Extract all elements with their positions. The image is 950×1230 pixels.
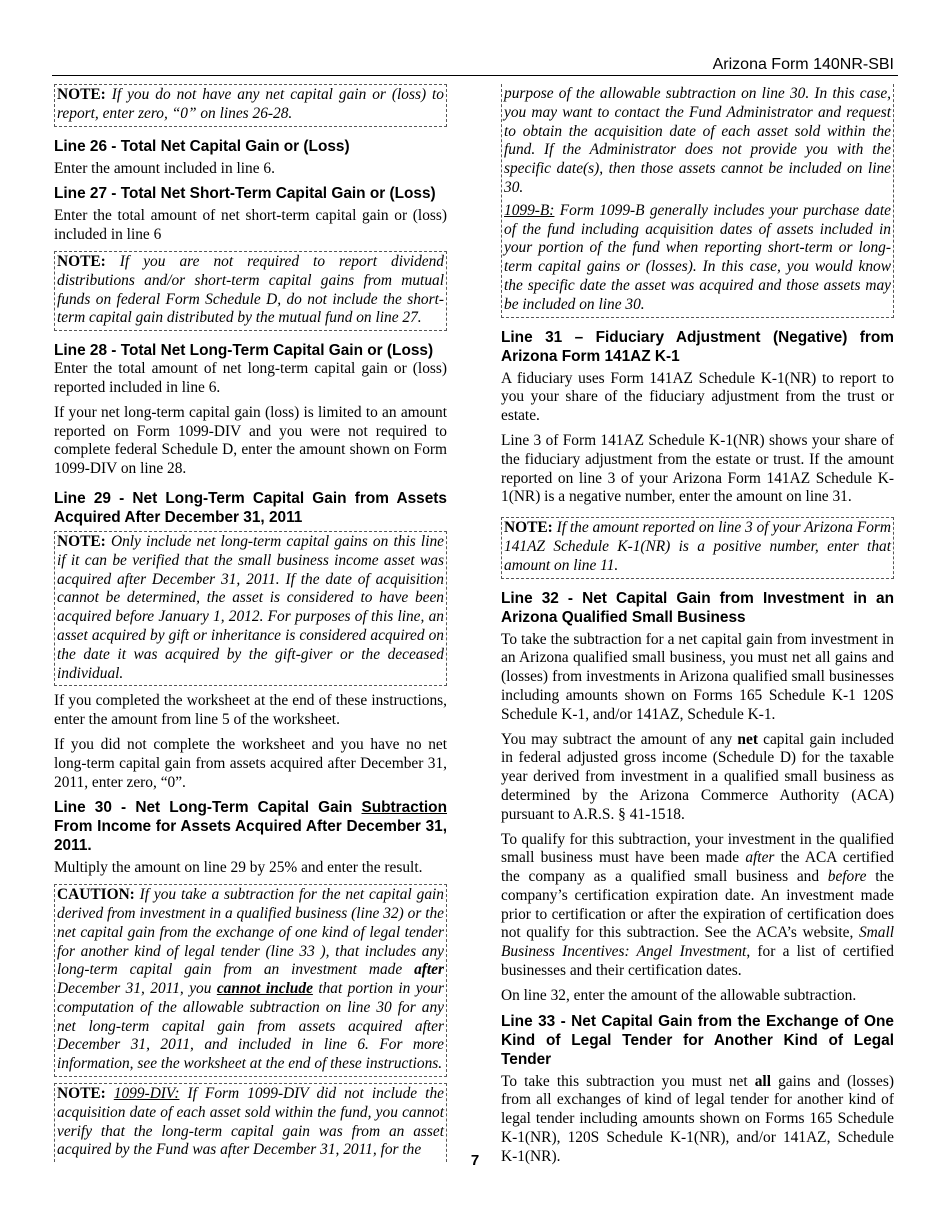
caution-text-b: December 31, 2011, you: [57, 980, 212, 998]
right-column: [501, 84, 894, 1173]
caution-box: [54, 884, 447, 1077]
line26-text: Enter the amount included in line 6.: [54, 159, 275, 177]
note-text: If the amount reported on line 3 of your Arizona Form 141AZ Schedule K-1(NR) is a positive number, enter that amount on line 11.: [504, 519, 891, 574]
line27-heading: Line 27 - Total Net Short-Term Capital Gain or (Loss): [54, 185, 436, 203]
note-label: NOTE:: [57, 1085, 106, 1103]
line32-website: Small Business Incentives: Angel Investment: [501, 924, 894, 961]
line29-text-2: If you did not complete the worksheet and you have no net long-term capital gain from assets acquired after December 31, 2011, enter zero, “0”.: [54, 735, 447, 791]
note-text: Only include net long-term capital gains on this line if it can be verified that the small business income asset was acquired after December 31, 2011. If the date of acquisition cannot be determined, the asset is considered to have been acquired before January 1, 2012. For purposes of this line, an asset acquired by gift or inheritance is considered acquired on the date it was acquired by the gift-giver or the deceased individual.: [57, 532, 444, 682]
left-column: [54, 84, 447, 1162]
caution-after: after: [414, 961, 444, 979]
line30-text: Multiply the amount on line 29 by 25% and enter the result.: [54, 859, 423, 877]
line28-text-2: If your net long-term capital gain (loss) is limited to an amount reported on Form 1099-DIV and you were not required to complete federal Schedule D, enter the amount shown on Form 1099-DIV on line 28.: [54, 403, 447, 478]
line33-text-a: To take this subtraction you must net: [501, 1072, 748, 1090]
note-label: NOTE:: [57, 86, 106, 103]
line29-heading: Line 29 - Net Long-Term Capital Gain from Assets Acquired After December 31, 2011: [54, 489, 447, 526]
line32-text-3-c: the company’s certification expiration date. An investment made prior to certification or after the expiration of certification does not qualify for this subtraction. See the ACA’s website,: [501, 868, 894, 942]
note-box-1099div-continued: [501, 84, 894, 318]
line31-heading: Line 31 – Fiduciary Adjustment (Negative) from Arizona Form 141AZ K-1: [501, 328, 894, 365]
note-box-zero: [54, 84, 447, 127]
note-box-line31: [501, 517, 894, 578]
line32-after: after: [745, 849, 775, 867]
line30-heading-part-b: From Income for Assets Acquired After December 31, 2011.: [54, 818, 447, 855]
line32-text-3-b: the ACA certified the company as a qualified small business and: [501, 849, 894, 886]
line30-heading-part-a: Line 30 - Net Long-Term Capital Gain: [54, 799, 362, 817]
line28-heading: Line 28 - Total Net Long-Term Capital Gain or (Loss): [54, 342, 434, 360]
note-label: NOTE:: [504, 519, 553, 537]
line32-net: net: [737, 730, 758, 748]
form-title: Arizona Form 140NR-SBI: [712, 56, 894, 73]
line32-text-3-a: To qualify for this subtraction, your investment in the qualified small business must have been made: [501, 830, 894, 867]
line29-text-1: If you completed the worksheet at the end of these instructions, enter the amount from line 5 of the worksheet.: [54, 692, 447, 729]
note-text: If you do not have any net capital gain or (loss) to report, enter zero, “0” on lines 26-28.: [57, 86, 444, 122]
header-rule: [52, 75, 898, 76]
line32-text-2-b: capital gain included in federal adjusted gross income (Schedule D) for the taxable year derived from investment in a qualified small business as determined by the Arizona Commerce Authority (ACA) pursuant to A.R.S. § 41-1518.: [501, 730, 894, 823]
line32-text-3-d: , for a list of certified businesses and their certification dates.: [501, 943, 894, 980]
line31-text-1: A fiduciary uses Form 141AZ Schedule K-1(NR) to report to you your share of the fiduciary adjustment from the trust or estate.: [501, 369, 894, 425]
line31-text-2: Line 3 of Form 141AZ Schedule K-1(NR) shows your share of the fiduciary adjustment from the estate or trust. If the amount reported on line 3 of your Arizona Form 141AZ Schedule K-1(NR) is a negative number, enter the amount on line 31.: [501, 431, 894, 506]
line32-text-2: [501, 731, 894, 825]
line32-text-3: [501, 831, 894, 981]
line32-heading: Line 32 - Net Capital Gain from Investment in an Arizona Qualified Small Business: [501, 589, 894, 626]
line32-text-1: To take the subtraction for a net capital gain from investment in an Arizona qualified small business, you must net all gains and (losses) from investments in Arizona qualified small businesses including amounts shown on Forms 165 Schedule K-1 120S Schedule K-1, and/or 141AZ, Schedule K-1.: [501, 630, 894, 723]
note-box-line29: [54, 531, 447, 686]
note-text: If you are not required to report dividend distributions and/or short-term capital gains from mutual funds on federal Form Schedule D, do not include the short-term capital gain distributed by the mutual fund on line 27.: [57, 252, 444, 327]
line30-heading: [54, 798, 447, 855]
line33-text-b: gains and (losses) from all exchanges of kind of legal tender for another kind of legal tender including amounts shown on Forms 165 Schedule K-1(NR), 120S Schedule K-1(NR), and/or 141AZ, Schedule K-1(NR).: [501, 1072, 894, 1165]
note-source-1099b: 1099-B:: [504, 201, 555, 219]
line28-text-1: Enter the total amount of net long-term capital gain or (loss) reported included in line 6.: [54, 360, 447, 396]
note-source-1099div: 1099-DIV:: [113, 1085, 180, 1103]
note-text-1099b: Form 1099-B generally includes your purchase date of the fund including acquisition dates of assets included in your portion of the fund when reporting short-term or long-term capital gains or (losses). In this case, you would know the specific date the asset was acquired and those assets may be included on line 30.: [504, 201, 891, 313]
note-text-continued: purpose of the allowable subtraction on line 30. In this case, you may want to contact the Fund Administrator and request to obtain the acquisition date of each asset sold within the fund. If the Administrator does not provide you with the specific date(s), then those assets cannot be included on line 30.: [504, 85, 891, 196]
line26-heading: Line 26 - Total Net Capital Gain or (Loss): [54, 137, 350, 155]
caution-label: CAUTION:: [57, 886, 135, 904]
line33-all: all: [754, 1072, 771, 1090]
note-box-dividend: [54, 251, 447, 331]
note-text: If Form 1099-DIV did not include the acquisition date of each asset sold within the fund, you cannot verify that the long-term capital gain was from an asset acquired by the Fund was after December 31, 2011, for the: [57, 1085, 444, 1159]
note-label: NOTE:: [57, 252, 106, 270]
caution-cannot-include: cannot include: [216, 980, 313, 998]
caution-text-c: that portion in your computation of the allowable subtraction on line 30 for any net long-term capital gain from assets acquired after December 31, 2011, and included in line 6. For more information, see the worksheet at the end of these instructions.: [57, 980, 445, 1073]
line33-heading: Line 33 - Net Capital Gain from the Exchange of One Kind of Legal Tender for Another Kind of Legal Tender: [501, 1012, 894, 1068]
line27-text: Enter the total amount of net short-term capital gain or (loss) included in line 6: [54, 207, 447, 244]
line30-heading-subtraction: Subtraction: [361, 799, 447, 817]
note-label: NOTE:: [57, 532, 106, 550]
caution-text-a: If you take a subtraction for the net capital gain derived from investment in a qualified business (line 32) or the net capital gain from the exchange of one kind of legal tender for another kind of legal tender (line 33 ), that includes any long-term capital gain from an investment made: [57, 886, 444, 979]
line32-before: before: [827, 868, 867, 886]
line32-text-4: On line 32, enter the amount of the allowable subtraction.: [501, 986, 857, 1004]
line32-text-2-a: You may subtract the amount of any: [501, 730, 733, 748]
note-box-1099div: [54, 1083, 447, 1162]
page-number: 7: [470, 1152, 480, 1169]
